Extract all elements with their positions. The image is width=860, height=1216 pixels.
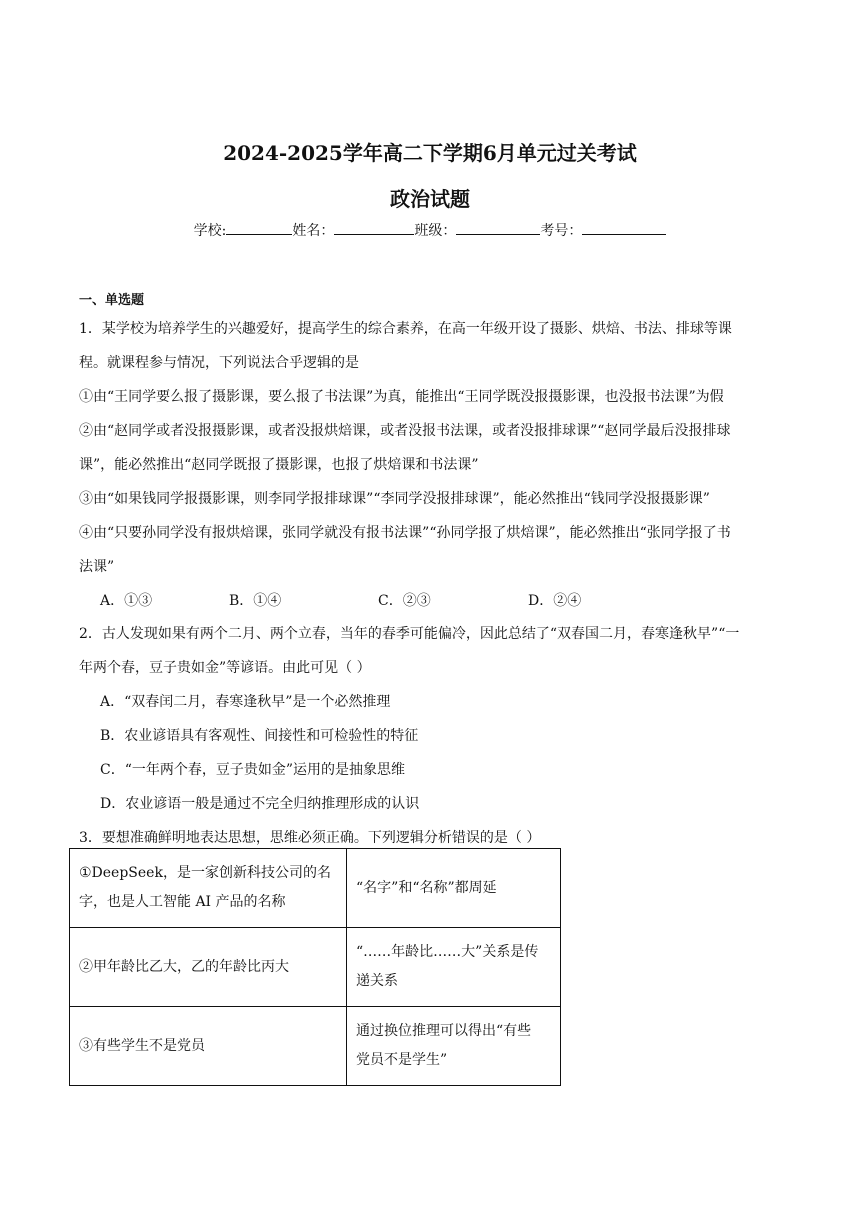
cell-text: ③有些学生不是党员 [79, 1037, 205, 1054]
cell-text: 字，也是人工智能 AI 产品的名称 [79, 894, 286, 910]
q2-option-a[interactable]: A．“双春闰二月，春寒逢秋早”是一个必然推理 [100, 694, 391, 710]
table-row [70, 1007, 561, 1086]
table-cell [347, 928, 561, 1007]
q2-option-d[interactable]: D．农业谚语一般是通过不完全归纳推理形成的认识 [100, 796, 420, 812]
q2-stem-line1: 2．古人发现如果有两个二月、两个立春，当年的春季可能偏冷，因此总结了“双春国二月，春寒逢秋早”“一 [79, 626, 740, 642]
student-info-line [0, 219, 860, 240]
q1-option-d[interactable]: D．②④ [528, 593, 582, 609]
table-cell [70, 928, 347, 1007]
class-blank[interactable] [456, 219, 540, 235]
q2-option-c[interactable]: C．“一年两个春，豆子贵如金”运用的是抽象思维 [100, 762, 406, 778]
table-cell [70, 849, 347, 928]
q1-option-b[interactable]: B．①④ [229, 593, 282, 609]
cell-text: 党员不是学生” [356, 1052, 448, 1068]
name-label: 姓名： [292, 223, 335, 239]
cell-text: “名字”和“名称”都周延 [356, 879, 497, 896]
q1-option-c[interactable]: C．②③ [378, 593, 431, 609]
name-blank[interactable] [334, 219, 414, 235]
q1-option-a[interactable]: A．①③ [100, 593, 153, 609]
table-cell [347, 1007, 561, 1086]
cell-text: ②甲年龄比乙大，乙的年龄比丙大 [79, 958, 289, 975]
table-row [70, 849, 561, 928]
q1-statement-4-line1: ④由“只要孙同学没有报烘焙课，张同学就没有报书法课”“孙同学报了烘焙课”，能必然推出“张同学报了书 [79, 525, 731, 541]
id-label: 考号： [540, 223, 583, 239]
q1-statement-2-line2: 课”，能必然推出“赵同学既报了摄影课，也报了烘焙课和书法课” [79, 457, 479, 473]
q1-statement-4-line2: 法课” [79, 559, 115, 575]
q1-stem-line1: 1．某学校为培养学生的兴趣爱好，提高学生的综合素养，在高一年级开设了摄影、烘焙、书法、排球等课 [79, 321, 732, 337]
school-label: 学校: [193, 223, 227, 239]
cell-text: “……年龄比……大”关系是传 [356, 944, 539, 960]
class-label: 班级： [414, 223, 457, 239]
cell-text: 递关系 [356, 973, 398, 989]
q1-stem-line2: 程。就课程参与情况，下列说法合乎逻辑的是 [79, 355, 359, 371]
section-heading: 一、单选题 [79, 293, 145, 308]
cell-text: 通过换位推理可以得出“有些 [356, 1023, 532, 1039]
exam-subtitle: 政治试题 [390, 187, 470, 211]
id-blank[interactable] [582, 219, 666, 235]
q3-table [69, 848, 561, 1086]
table-row [70, 928, 561, 1007]
table-cell [347, 849, 561, 928]
q2-stem-line2: 年两个春，豆子贵如金”等谚语。由此可见（ ） [79, 660, 371, 676]
q3-stem: 3．要想准确鲜明地表达思想，思维必须正确。下列逻辑分析错误的是（ ） [79, 830, 541, 846]
q2-option-b[interactable]: B．农业谚语具有客观性、间接性和可检验性的特征 [100, 728, 419, 744]
cell-text: ①DeepSeek，是一家创新科技公司的名 [79, 865, 331, 881]
q1-statement-1: ①由“王同学要么报了摄影课，要么报了书法课”为真，能推出“王同学既没报摄影课，也没报书法课”为假 [79, 389, 724, 405]
q1-statement-3: ③由“如果钱同学报摄影课，则李同学报排球课”“李同学没报排球课”，能必然推出“钱同学没报摄影课” [79, 491, 710, 507]
exam-title: 2024-2025学年高二下学期6月单元过关考试 [223, 141, 637, 165]
q1-statement-2-line1: ②由“赵同学或者没报摄影课，或者没报烘焙课，或者没报书法课，或者没报排球课”“赵同学最后没报排球 [79, 423, 731, 439]
table-cell [70, 1007, 347, 1086]
school-blank[interactable] [226, 219, 292, 235]
